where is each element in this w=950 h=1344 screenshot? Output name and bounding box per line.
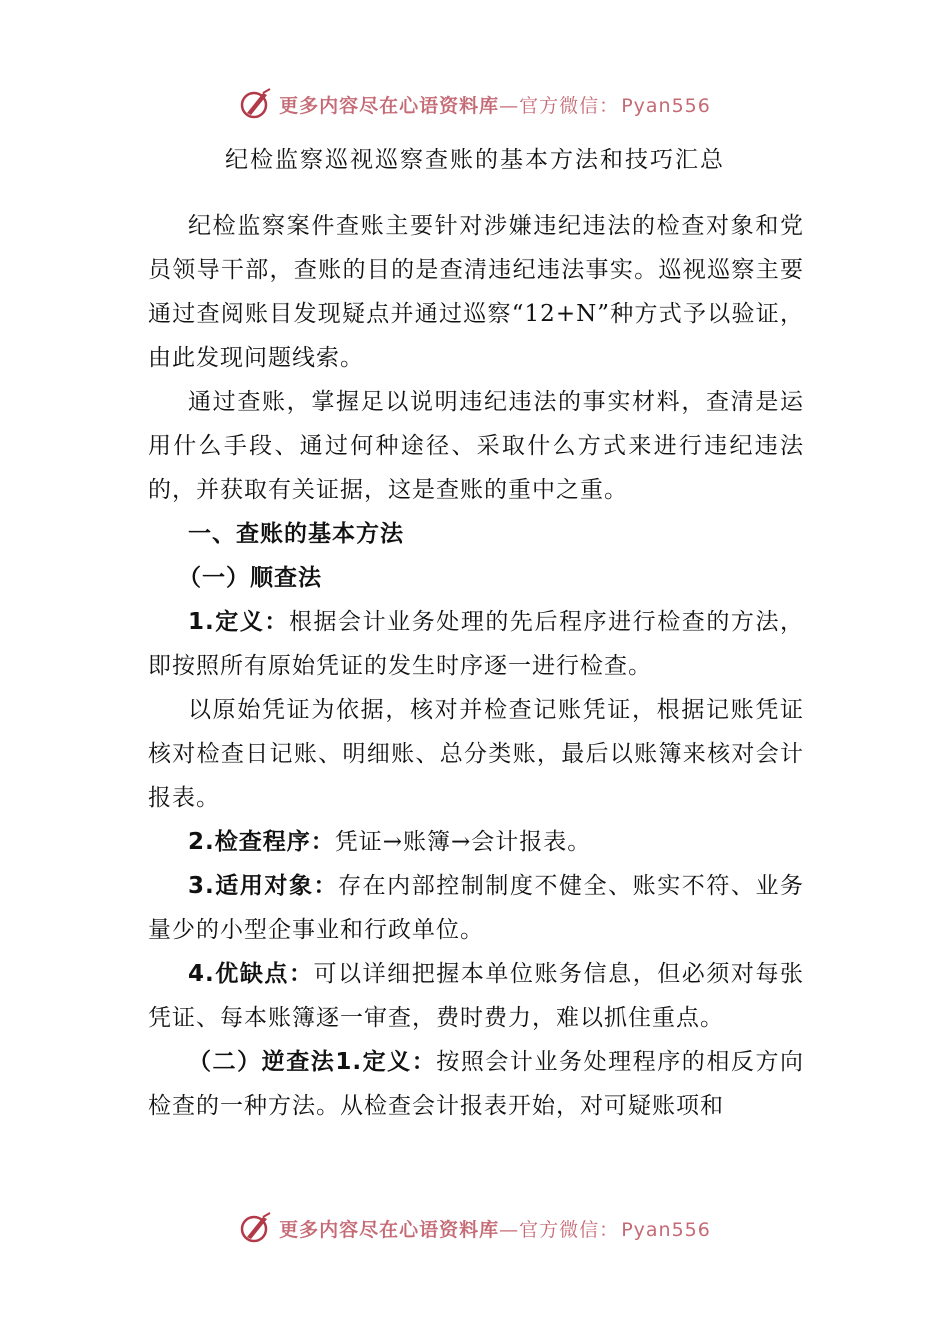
scope-paragraph [148, 864, 804, 952]
document-body [148, 204, 804, 1128]
subsection-2-heading: （二）逆查法 [188, 1049, 336, 1075]
definition-paragraph [148, 600, 804, 688]
procedure-label: 2.检查程序： [188, 829, 335, 855]
pros-cons-text: 可以详细把握本单位账务信息，但必须对每张凭证、每本账簿逐一审查，费时费力，难以抓住重点。 [148, 961, 805, 1031]
scope-text: 存在内部控制制度不健全、账实不符、业务量少的小型企事业和行政单位。 [148, 873, 805, 943]
scope-label: 3.适用对象： [188, 873, 339, 899]
reverse-definition-label: 1.定义： [335, 1049, 437, 1075]
intro-paragraph-1: 纪检监察案件查账主要针对涉嫌违纪违法的检查对象和党员领导干部，查账的目的是查清违纪违法事实。巡视巡察主要通过查阅账目发现疑点并通过巡察“12+N”种方式予以验证，由此发现问题线索。 [148, 213, 804, 371]
watermark-text: 更多内容尽在心语资料库—官方微信： Pyan556 [279, 94, 711, 117]
subsection-1-heading: （一）顺查法 [178, 565, 322, 591]
pros-cons-label: 4.优缺点： [188, 961, 314, 987]
definition-detail-paragraph: 以原始凭证为依据，核对并检查记账凭证，根据记账凭证核对检查日记账、明细账、总分类账，最后以账簿来核对会计报表。 [148, 697, 804, 811]
document-title: 纪检监察巡视巡察查账的基本方法和技巧汇总 [225, 147, 725, 173]
pros-cons-paragraph [148, 952, 804, 1040]
quill-pen-logo-icon [239, 87, 273, 121]
intro-paragraph-2: 通过查账，掌握足以说明违纪违法的事实材料，查清是运用什么手段、通过何种途径、采取什么方式来进行违纪违法的，并获取有关证据，这是查账的重中之重。 [148, 389, 804, 503]
definition-label: 1.定义： [188, 609, 289, 635]
reverse-method-paragraph [148, 1040, 804, 1128]
reverse-definition-text: 按照会计业务处理程序的相反方向检查的一种方法。从检查会计报表开始，对可疑账项和 [148, 1049, 804, 1119]
procedure-paragraph [148, 820, 804, 864]
section-1-heading: 一、查账的基本方法 [188, 521, 404, 547]
quill-pen-logo-icon [239, 1211, 273, 1245]
definition-text: 根据会计业务处理的先后程序进行检查的方法，即按照所有原始凭证的发生时序逐一进行检查。 [148, 609, 804, 679]
footer-watermark-banner [0, 1206, 950, 1250]
header-watermark-banner [0, 82, 950, 126]
procedure-text: 凭证→账簿→会计报表。 [334, 829, 592, 855]
watermark-text: 更多内容尽在心语资料库—官方微信： Pyan556 [279, 1218, 711, 1241]
